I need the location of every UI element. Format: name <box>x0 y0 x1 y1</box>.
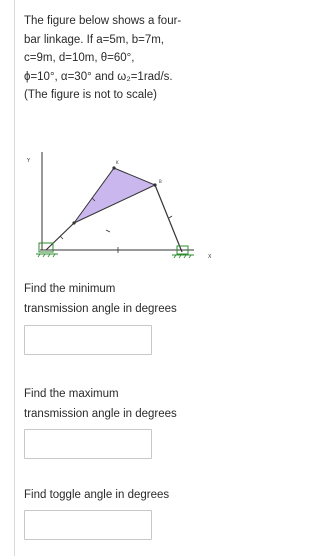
problem-line: c=9m, d=10m, θ=60°, <box>24 52 135 64</box>
joint-label-top: K <box>116 160 119 165</box>
question-text: Find toggle angle in degrees <box>24 489 170 501</box>
question-text: transmission angle in degrees <box>24 303 177 315</box>
question-text: transmission angle in degrees <box>24 408 177 420</box>
x-axis-label: X <box>208 254 212 260</box>
problem-line: bar linkage. If a=5m, b=7m, <box>24 33 164 46</box>
question-minimum-transmission <box>24 279 234 319</box>
question-text: Find the maximum <box>24 388 119 400</box>
joint-pin <box>112 166 115 169</box>
link-mark <box>169 216 172 218</box>
joint-pin <box>153 183 156 186</box>
output-rocker <box>155 185 182 252</box>
link-mark <box>60 236 63 239</box>
y-axis-label: Y <box>27 158 31 164</box>
ground-pivot-left <box>39 243 53 252</box>
coupler-link <box>74 168 155 223</box>
joint-label-right: B <box>159 179 162 184</box>
problem-line: (The figure is not to scale) <box>24 89 157 101</box>
maximum-transmission-angle-input[interactable] <box>24 429 152 459</box>
problem-line: The figure below shows a four- <box>24 15 182 27</box>
problem-line: ϕ=10°, α=30° and ω₂=1rad/s. <box>24 70 173 83</box>
question-maximum-transmission <box>24 384 234 424</box>
four-bar-linkage-figure <box>22 140 222 270</box>
problem-statement <box>24 12 229 105</box>
link-mark <box>106 230 110 232</box>
question-toggle-angle <box>24 485 234 505</box>
minimum-transmission-angle-input[interactable] <box>24 325 152 355</box>
toggle-angle-input[interactable] <box>24 510 152 540</box>
joint-pin <box>72 221 75 224</box>
question-text: Find the minimum <box>24 283 116 295</box>
